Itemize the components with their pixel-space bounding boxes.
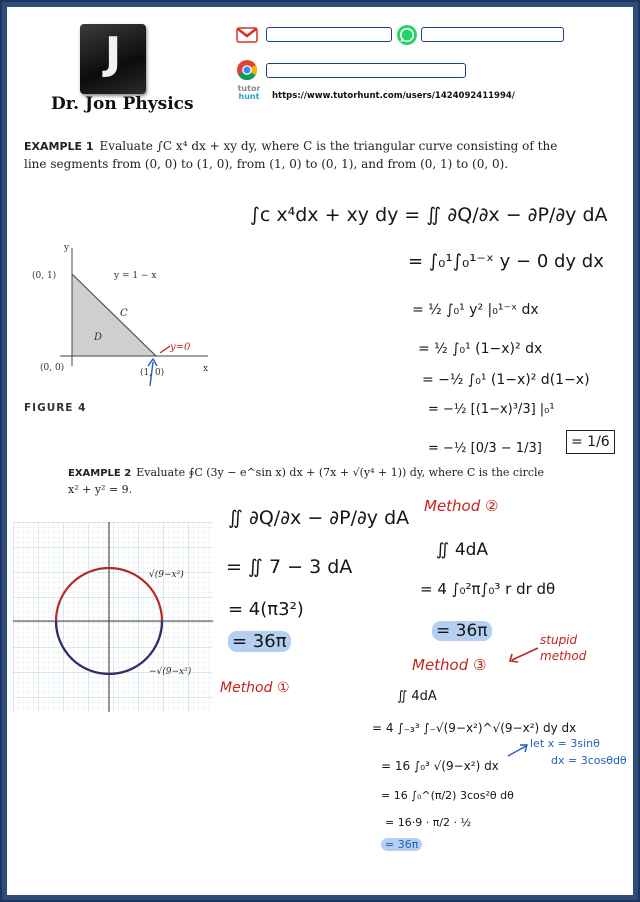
brand-name: Dr. Jon Physics	[51, 94, 194, 114]
method1-answer: = 36π	[228, 631, 291, 652]
profile-url[interactable]: https://www.tutorhunt.com/users/1424092411994/	[272, 91, 515, 101]
example2-statement	[68, 466, 544, 479]
example1-statement	[24, 139, 557, 153]
fig-point-10: (1, 0)	[140, 368, 165, 378]
method1-line-3: = 4(π3²)	[228, 599, 304, 620]
method2-line-1: ∬ 4dA	[436, 540, 489, 560]
circle-top-label: √(9−x²)	[149, 570, 184, 580]
method3-label: Method ③	[412, 656, 487, 674]
circle-graph	[13, 522, 213, 712]
fig-line-label: y = 1 − x	[114, 271, 157, 281]
method3-line-6	[381, 838, 422, 851]
method1-line-1: ∬ ∂Q/∂x − ∂P/∂y dA	[228, 507, 410, 529]
ex1-work-line-5: = −½ ∫₀¹ (1−x)² d(1−x)	[422, 372, 590, 388]
fig-region-label: D	[94, 332, 103, 343]
fig-x-axis: x	[203, 364, 209, 374]
method3-line-4: = 16 ∫₀^(π/2) 3cos²θ dθ	[381, 789, 514, 802]
method1-label: Method ①	[220, 680, 290, 696]
example1-label: EXAMPLE 1	[24, 140, 94, 153]
fig-annotation: y=0	[170, 342, 191, 353]
logo-letter: J	[104, 28, 122, 79]
ex1-work-line-1: ∫c x⁴dx + xy dy = ∬ ∂Q/∂x − ∂P/∂y dA	[250, 204, 608, 226]
method3-line-3: = 16 ∫₀³ √(9−x²) dx	[381, 759, 499, 773]
tutorhunt-logo	[236, 85, 262, 101]
ex1-work-line-4: = ½ ∫₀¹ (1−x)² dx	[418, 341, 543, 357]
chrome-icon	[236, 59, 258, 81]
example1-line1: Evaluate ∫C x⁴ dx + xy dy, where C is the triangular curve consisting of the	[99, 139, 558, 153]
blue-pointer-icon	[506, 742, 530, 758]
fig-curve-label: C	[120, 308, 128, 319]
figure4-graph	[20, 238, 220, 388]
ex1-work-line-7: = −½ [0/3 − 1/3]	[428, 441, 542, 456]
example2-line1: Evaluate ∮C (3y − e^sin x) dx + (7x + √(y⁴ + 1)) dy, where C is the circle	[136, 466, 545, 479]
fig-point-00: (0, 0)	[40, 363, 65, 373]
gmail-icon	[236, 27, 258, 43]
substitution-line-2: dx = 3cosθdθ	[551, 754, 627, 767]
whatsapp-icon	[396, 24, 418, 46]
example2-line2: x² + y² = 9.	[68, 483, 133, 496]
red-arrow-icon	[160, 346, 170, 353]
method1-line-2: = ∬ 7 − 3 dA	[226, 556, 353, 578]
tutor-logo-top: tutor	[237, 84, 261, 93]
method3-line-2: = 4 ∫₋₃³ ∫₋√(9−x²)^√(9−x²) dy dx	[372, 721, 577, 735]
method2-line-2: = 4 ∫₀²π∫₀³ r dr dθ	[420, 580, 556, 598]
method1-line-4	[228, 631, 291, 652]
website-field[interactable]	[266, 63, 466, 78]
method2-answer: = 36π	[432, 621, 492, 641]
email-field[interactable]	[266, 27, 392, 42]
whatsapp-field[interactable]	[421, 27, 564, 42]
jon-logo	[80, 24, 146, 94]
circle-bottom-label: −√(9−x²)	[149, 667, 192, 677]
substitution-line-1: let x = 3sinθ	[530, 737, 600, 750]
ex1-work-line-2: = ∫₀¹∫₀¹⁻ˣ y − 0 dy dx	[408, 251, 604, 272]
ex1-work-line-3: = ½ ∫₀¹ y² |₀¹⁻ˣ dx	[412, 302, 539, 318]
fig-point-01: (0, 1)	[32, 271, 57, 281]
fig-y-axis: y	[64, 243, 70, 253]
stupid-label: stupid method	[540, 633, 587, 663]
ex1-answer: = 1/6	[566, 430, 615, 454]
figure-caption: FIGURE 4	[24, 402, 87, 414]
method3-line-1: ∬ 4dA	[397, 689, 437, 704]
red-pointer-icon	[504, 644, 542, 666]
tutor-logo-bottom: hunt	[238, 92, 260, 101]
method3-line-5: = 16·9 · π/2 · ½	[385, 816, 472, 829]
method2-label: Method ②	[424, 497, 499, 515]
ex1-work-line-6: = −½ [(1−x)³/3] |₀¹	[428, 402, 555, 417]
example2-label: EXAMPLE 2	[68, 468, 132, 479]
method3-answer: = 36π	[381, 838, 422, 851]
example1-line2: line segments from (0, 0) to (1, 0), from (1, 0) to (0, 1), and from (0, 1) to (0, 0).	[24, 157, 509, 171]
method2-line-3	[432, 621, 492, 641]
